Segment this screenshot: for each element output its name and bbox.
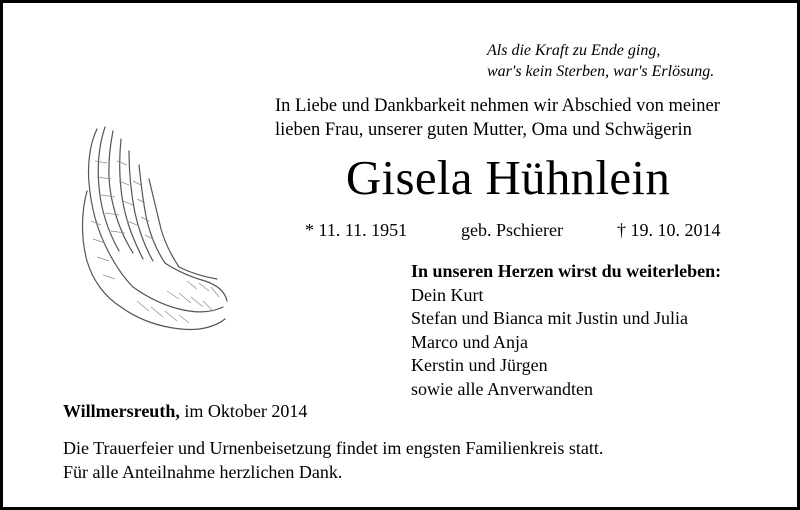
intro-text — [275, 94, 720, 142]
intro-line: lieben Frau, unserer guten Mutter, Oma und Schwägerin — [275, 120, 692, 140]
quote-line: Als die Kraft zu Ende ging, — [487, 42, 661, 59]
mourner-entry: Marco und Anja — [411, 331, 528, 352]
death-date: † 19. 10. 2014 — [617, 220, 721, 240]
mourner-entry: Stefan und Bianca mit Justin und Julia — [411, 308, 688, 328]
mourners-list — [411, 260, 721, 401]
maiden-name: geb. Pschierer — [461, 220, 563, 240]
funeral-notice — [63, 437, 603, 484]
mourner-entry: sowie alle Anverwandten — [411, 378, 593, 399]
birth-date: * 11. 11. 1951 — [305, 220, 408, 240]
deceased-name: Gisela Hühnlein — [345, 150, 671, 205]
place-name: Willmersreuth, — [63, 401, 180, 421]
place-and-date — [63, 399, 307, 423]
notice-line: Für alle Anteilnahme herzlichen Dank. — [63, 461, 343, 482]
epitaph-quote — [487, 40, 714, 82]
date-text: im Oktober 2014 — [179, 401, 308, 421]
quote-line: war's kein Sterben, war's Erlösung. — [487, 63, 715, 80]
mourners-heading: In unseren Herzen wirst du weiterleben: — [411, 261, 722, 281]
intro-line: In Liebe und Dankbarkeit nehmen wir Abschied von meiner — [275, 96, 720, 116]
praying-hands-icon — [67, 121, 232, 341]
notice-line: Die Trauerfeier und Urnenbeisetzung findet im engsten Familienkreis statt. — [63, 438, 604, 458]
mourner-entry: Kerstin und Jürgen — [411, 355, 548, 375]
mourner-entry: Dein Kurt — [411, 284, 484, 305]
